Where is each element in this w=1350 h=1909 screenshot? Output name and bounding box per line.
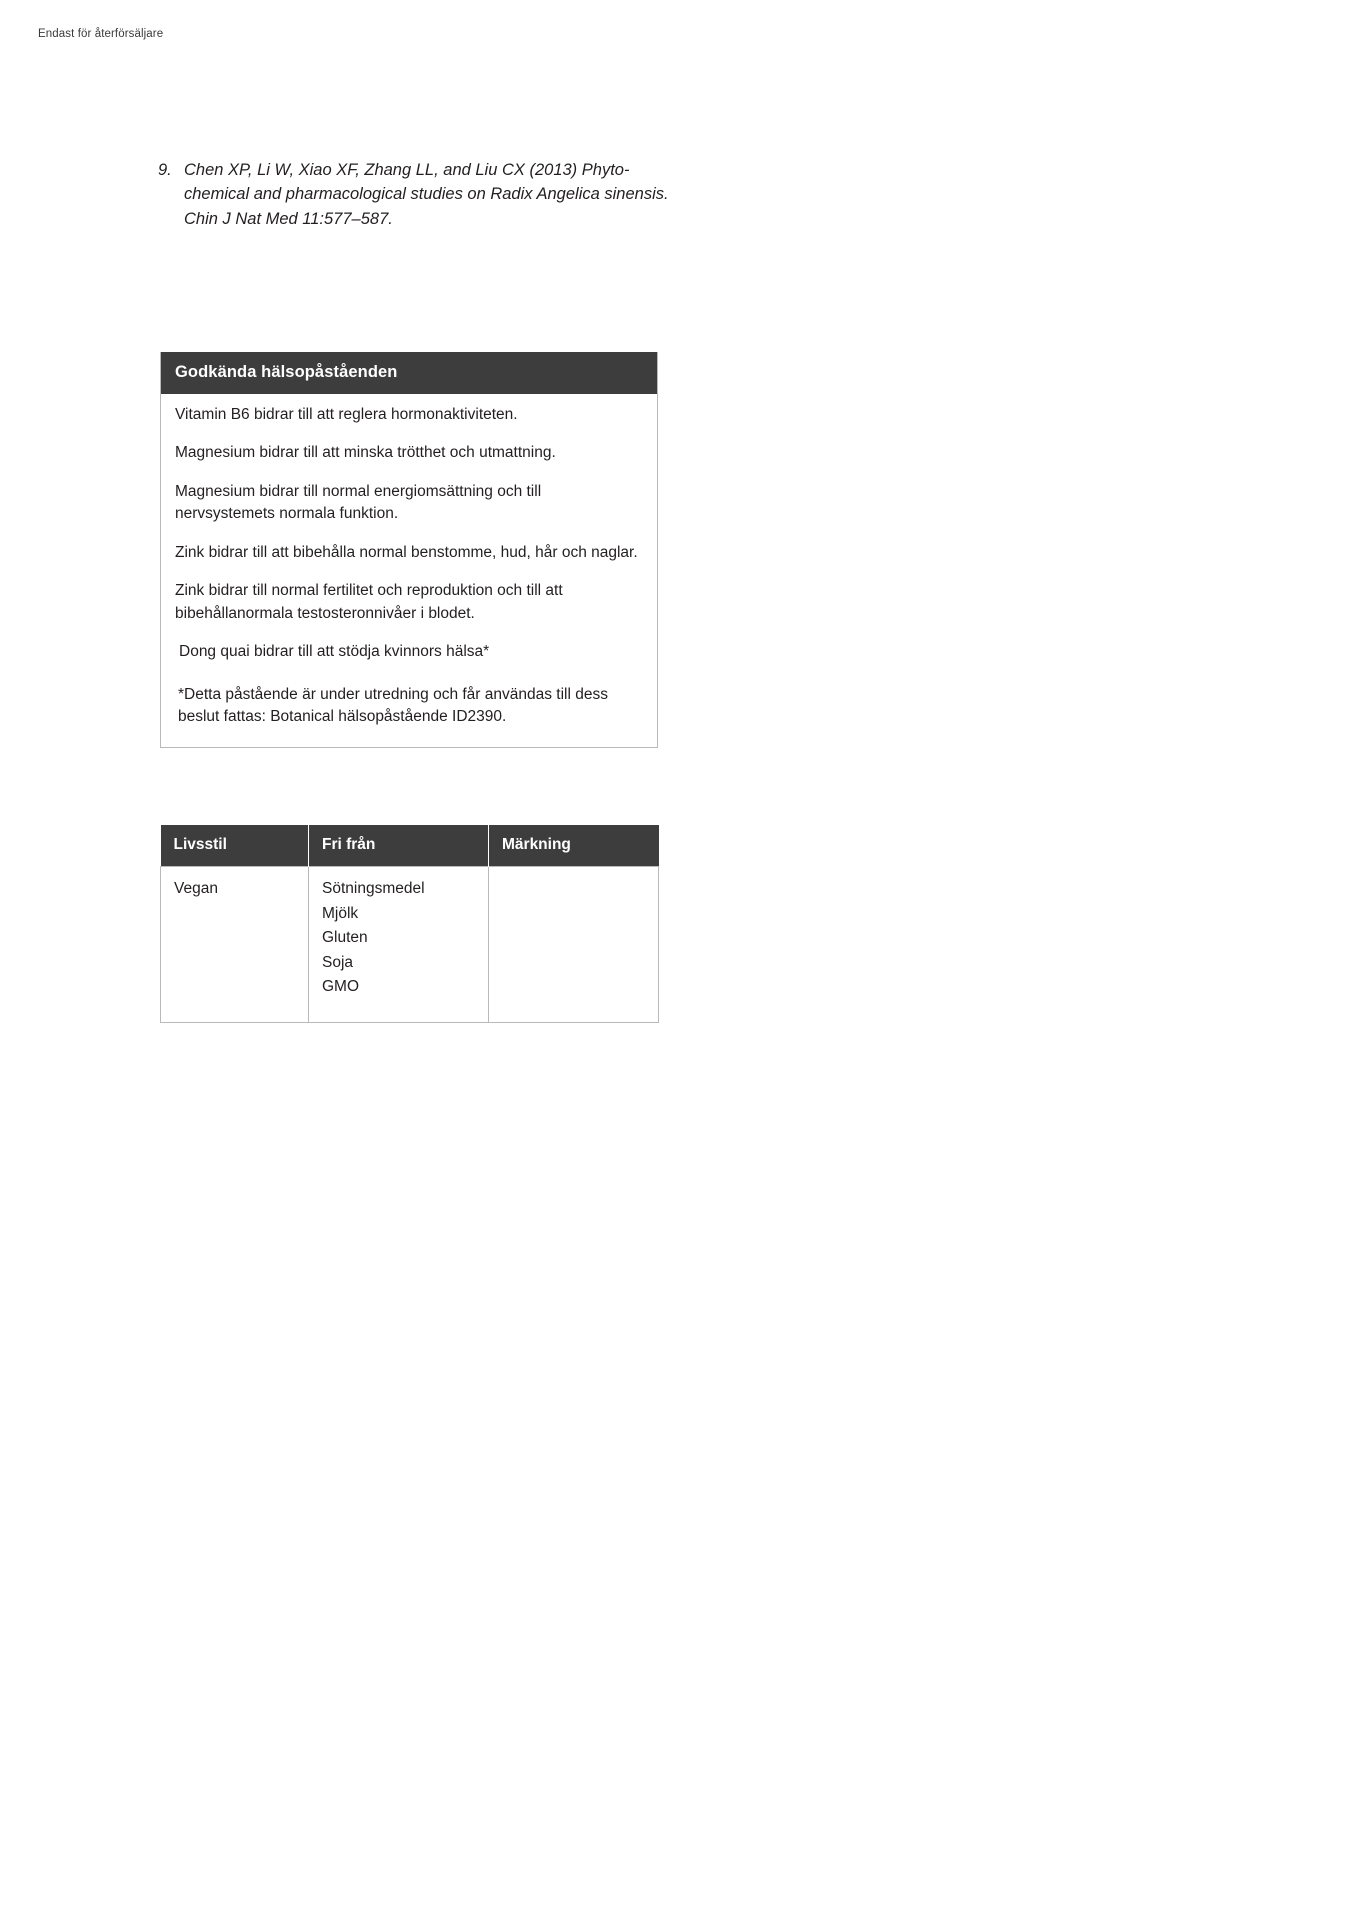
list-item: Mjölk [322,904,359,922]
health-claim: Magnesium bidrar till att minska trötthet och utmattning. [175,444,556,462]
column-header-livsstil: Livsstil [161,825,309,867]
health-claim: Vitamin B6 bidrar till att reglera hormonaktiviteten. [175,406,518,423]
health-claim-footnote: *Detta påstående är under utredning och får användas till dess beslut fattas: Botanical hälsopåstående ID2390. [178,685,608,726]
health-claim: Zink bidrar till normal fertilitet och reproduktion och till att bibehållanormala testosteronnivåer i blodet. [175,582,563,622]
list-item: Sötningsmedel [322,880,425,897]
list-item: Gluten [322,929,368,947]
list-item: GMO [322,978,360,996]
free-from-list [322,877,488,999]
table-header-row [161,825,659,867]
health-claim: Magnesium bidrar till normal energiomsättning och till nervsystemets normala funktion. [175,482,542,523]
approved-health-claims-list [161,394,657,747]
reference-text: Chen XP, Li W, Xiao XF, Zhang LL, and Liu CX (2013) Phyto-chemical and pharmacological studies on Radix Angelica sinensis. Chin J Nat Med 11:577–587. [184,161,669,228]
reference-number: 9. [158,161,172,179]
cell-markning [489,867,659,1023]
health-claim: Dong quai bidrar till att stödja kvinnors hälsa* [179,643,490,661]
reference-item [158,158,678,231]
approved-health-claims-box [160,352,658,748]
reseller-only-note: Endast för återförsäljare [38,28,164,40]
approved-health-claims-title: Godkända hälsopåståenden [161,352,657,394]
list-item: Soja [322,953,354,971]
table-row [161,867,659,1023]
column-header-fri-fran: Fri från [309,825,489,867]
health-claim: Zink bidrar till att bibehålla normal benstomme, hud, hår och naglar. [175,543,638,561]
cell-livsstil: Vegan [161,867,309,1023]
cell-fri-fran [309,867,489,1023]
column-header-markning: Märkning [489,825,659,867]
lifestyle-table [160,825,659,1023]
